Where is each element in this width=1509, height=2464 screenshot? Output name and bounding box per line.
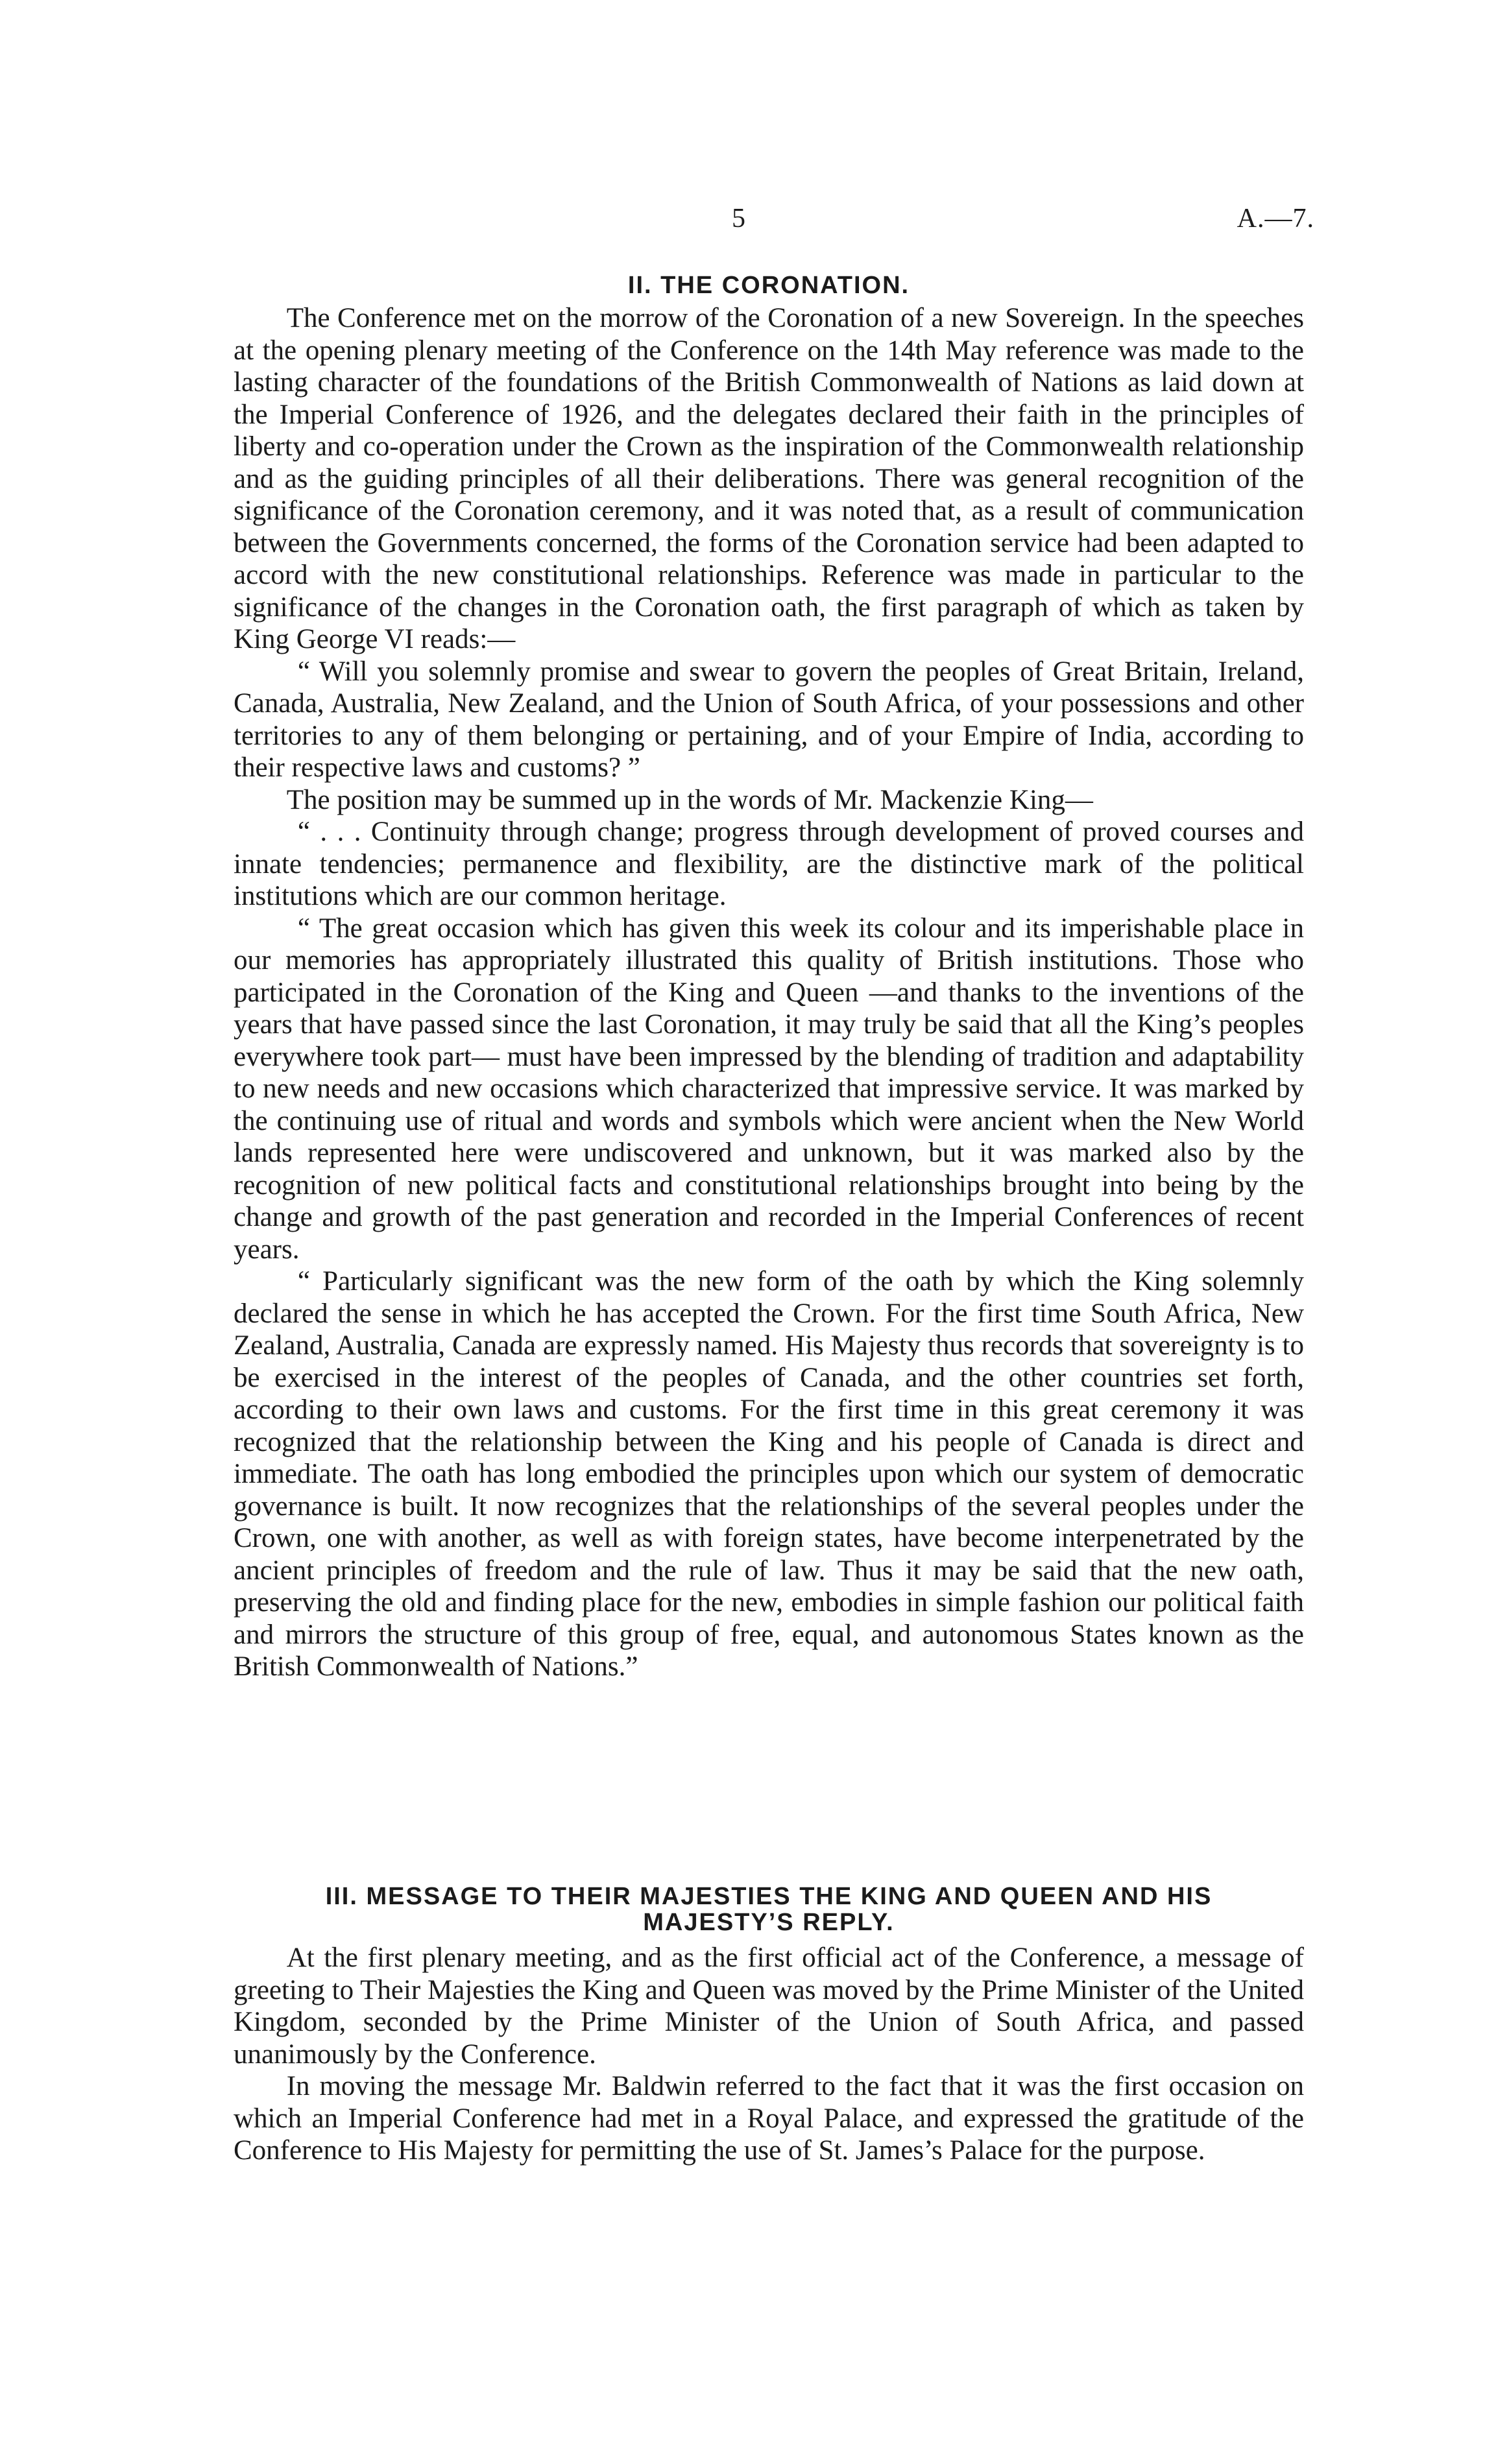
section-heading	[234, 1884, 1304, 1935]
document-reference: A.—7.	[1237, 204, 1314, 233]
paragraph: In moving the message Mr. Baldwin referred to the fact that it was the first occasion on which an Imperial Conference had met in a Royal Palace, and expressed the gratitude of the Conference to His Majesty for permitting the use of St. James’s Palace for the purpose.	[234, 2071, 1304, 2166]
oath-quote: “ Will you solemnly promise and swear to govern the peoples of Great Britain, Ireland, Canada, Australia, New Zealand, and the Union of South Africa, of your possessions and other territories to any of them belonging or pertaining, and of your Empire of India, according to their respective laws and customs? ”	[234, 656, 1304, 783]
paragraph: At the first plenary meeting, and as the first official act of the Conference, a message of greeting to Their Majesties the King and Queen was moved by the Prime Minister of the United Kingdom, seconded by the Prime Minister of the Union of South Africa, and passed unanimously by the Conference.	[234, 1943, 1304, 2070]
speech-quote: “ Particularly significant was the new form of the oath by which the King solemnly declared the sense in which he has accepted the Crown. For the first time South Africa, New Zealand, Australia, Canada are expressly named. His Majesty thus records that sovereignty is to be exercised in the interest of the peoples of Canada, and the other countries set forth, according to their own laws and customs. For the first time in this great ceremony it was recognized that the relationship between the King and his people of Canada is direct and immediate. The oath has long embodied the principles upon which our system of democratic governance is built. It now recognizes that the relationships of the several peoples under the Crown, one with another, as well as with foreign states, have become interpenetrated by the ancient principles of freedom and the rule of law. Thus it may be said that the new oath, preserving the old and finding place for the new, embodies in simple fashion our political faith and mirrors the structure of this group of free, equal, and autonomous States known as the British Commonwealth of Nations.”	[234, 1266, 1304, 1682]
section-coronation	[234, 271, 1304, 1683]
speech-quote: “ The great occasion which has given this week its colour and its imperishable place in our memories has appropriately illustrated this quality of British institutions. Those who participated in the Coronation of the King and Queen —and thanks to the inventions of the years that have passed since the last Coronation, it may truly be said that all the King’s peoples everywhere took part— must have been impressed by the blending of tradition and adaptability to new needs and new occasions which characterized that impressive service. It was marked by the continuing use of ritual and words and symbols which were ancient when the New World lands represented here were undiscovered and unknown, but it was marked also by the recognition of new political facts and constitutional relationships brought into being by the change and growth of the past generation and recorded in the Imperial Conferences of recent years.	[234, 913, 1304, 1265]
page-number: 5	[732, 204, 745, 233]
speech-quote: “ . . . Continuity through change; progress through development of proved courses and innate tendencies; permanence and flexibility, are the distinctive mark of the political institutions which are our common heritage.	[234, 817, 1304, 911]
section-heading: II. THE CORONATION.	[627, 272, 910, 299]
paragraph: The position may be summed up in the words of Mr. Mackenzie King—	[286, 784, 1093, 815]
section-message	[234, 1884, 1304, 2167]
paragraph: The Conference met on the morrow of the Coronation of a new Sovereign. In the speeches at the opening plenary meeting of the Conference on the 14th May reference was made to the lasting character of the foundations of the British Commonwealth of Nations as laid down at the Imperial Conference of 1926, and the delegates declared their faith in the principles of liberty and co-operation under the Crown as the inspiration of the Commonwealth relationship and as the guiding principles of all their deliberations. There was general recognition of the significance of the Coronation ceremony, and it was noted that, as a result of communication between the Governments concerned, the forms of the Coronation service had been adapted to accord with the new constitutional relationships. Reference was made in particular to the significance of the changes in the Coronation oath, the first paragraph of which as taken by King George VI reads:—	[234, 303, 1304, 654]
section-heading-line: MAJESTY’S REPLY.	[643, 1909, 895, 1936]
section-heading-line: III. MESSAGE TO THEIR MAJESTIES THE KING AND QUEEN AND HIS	[325, 1883, 1213, 1910]
